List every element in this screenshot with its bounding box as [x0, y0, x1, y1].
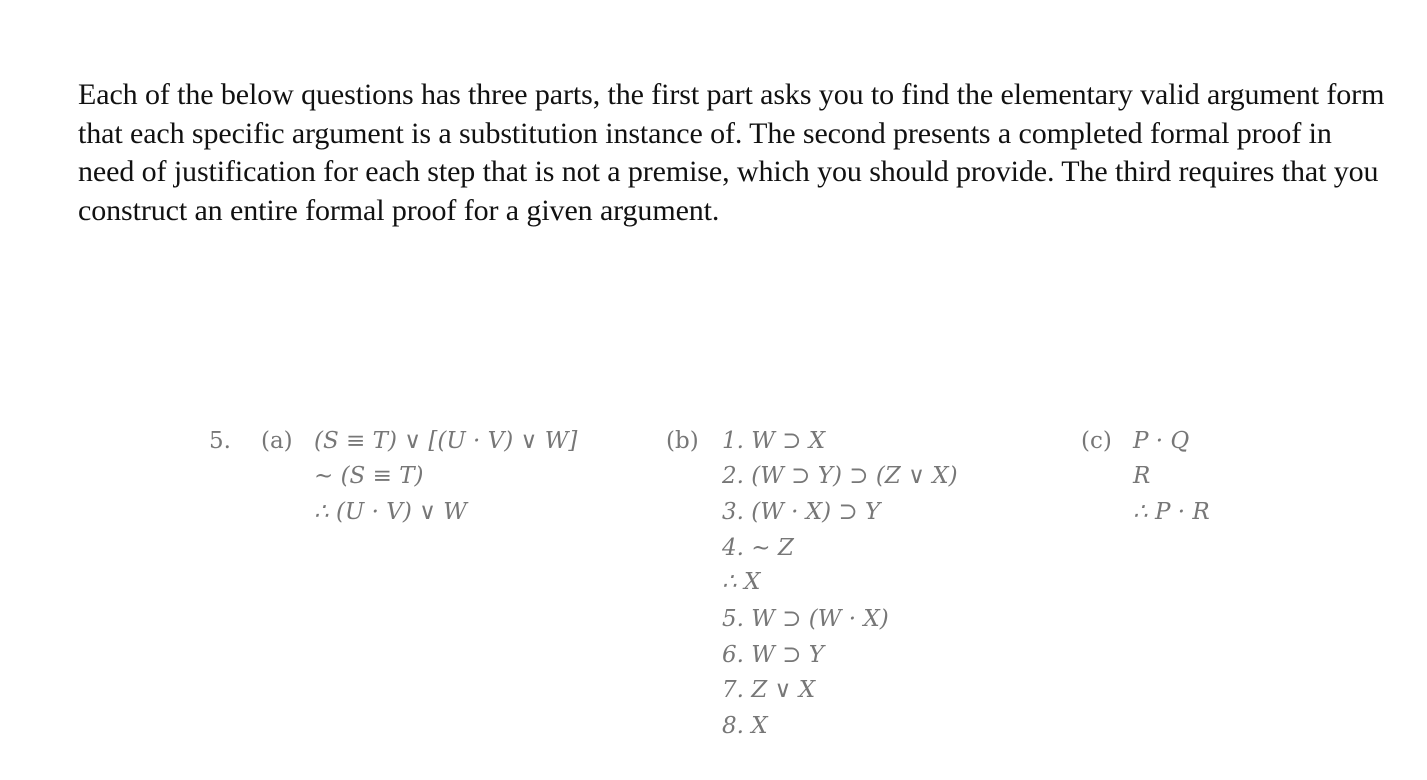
part-b-label: (b) — [666, 428, 699, 454]
part-b-line-6: 6. W ⊃ Y — [722, 642, 824, 668]
part-b-conclusion: ∴ X — [722, 569, 761, 595]
part-a-conclusion: ∴ (U · V) ∨ W — [314, 499, 467, 525]
part-c-label: (c) — [1081, 428, 1112, 454]
part-b-line-1: 1. W ⊃ X — [722, 428, 826, 454]
part-c-conclusion: ∴ P · R — [1133, 499, 1210, 525]
part-a-label: (a) — [261, 428, 293, 454]
part-a-premise-1: (S ≡ T) ∨ [(U · V) ∨ W] — [314, 428, 578, 454]
part-b-line-4: 4. ∼ Z — [722, 535, 794, 561]
question-number: 5. — [209, 428, 231, 454]
part-b-line-7: 7. Z ∨ X — [722, 677, 816, 703]
part-b-line-2: 2. (W ⊃ Y) ⊃ (Z ∨ X) — [722, 463, 958, 489]
part-c-premise-2: R — [1133, 463, 1151, 489]
instructions-paragraph: Each of the below questions has three parts, the first part asks you to find the elementary valid argument form that each specific argument is a substitution instance of. The second presents a completed formal proof in need of justification for each step that is not a premise, which you should provide. The third requires that you construct an entire formal proof for a given argument. — [78, 78, 1385, 227]
part-c-premise-1: P · Q — [1133, 428, 1190, 454]
part-b-line-3: 3. (W · X) ⊃ Y — [722, 499, 881, 525]
part-b-line-5: 5. W ⊃ (W · X) — [722, 606, 889, 632]
part-a-premise-2: ∼ (S ≡ T) — [314, 463, 424, 489]
part-b-line-8: 8. X — [722, 713, 768, 739]
